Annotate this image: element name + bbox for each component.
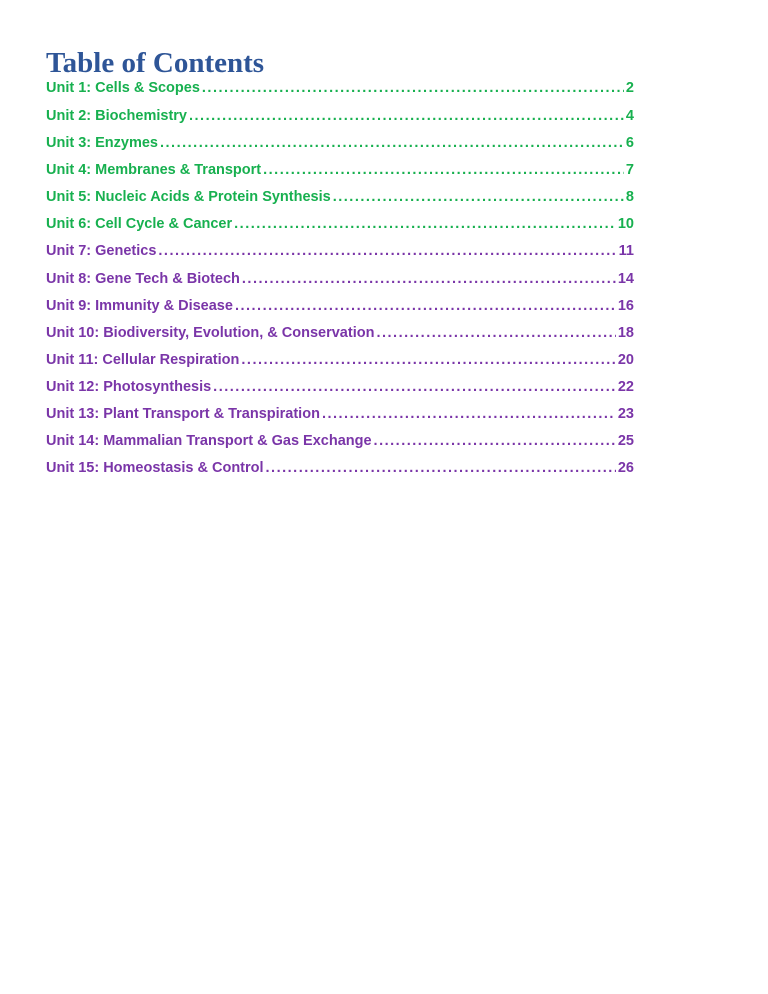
toc-entry-page[interactable]: 18 <box>617 324 634 341</box>
toc-entry-page[interactable]: 26 <box>617 460 634 477</box>
toc-entry[interactable] <box>46 433 634 460</box>
toc-entry[interactable] <box>46 162 634 189</box>
dot-leader <box>202 80 624 96</box>
toc-entry[interactable] <box>46 352 634 379</box>
toc-entry-label[interactable]: Unit 5: Nucleic Acids & Protein Synthesis <box>46 189 331 206</box>
toc-entry[interactable] <box>46 108 634 135</box>
toc-entry-label[interactable]: Unit 4: Membranes & Transport <box>46 162 262 179</box>
dot-leader <box>333 189 624 205</box>
toc-entry[interactable] <box>46 325 634 352</box>
toc-entry-label[interactable]: Unit 12: Photosynthesis <box>46 378 212 395</box>
toc-entry[interactable] <box>46 189 634 216</box>
dot-leader <box>263 162 624 178</box>
dot-leader <box>322 406 616 422</box>
toc-entry-page[interactable]: 4 <box>625 108 634 124</box>
dot-leader <box>160 135 624 151</box>
toc-entry-label[interactable]: Unit 9: Immunity & Disease <box>46 297 233 314</box>
toc-entry-label[interactable]: Unit 11: Cellular Respiration <box>46 351 240 368</box>
toc-entry-label[interactable]: Unit 1: Cells & Scopes <box>46 80 200 96</box>
toc-entry[interactable] <box>46 298 634 325</box>
dot-leader <box>189 108 624 124</box>
dot-leader <box>158 243 616 259</box>
toc-entry-page[interactable]: 11 <box>618 243 634 260</box>
toc-entry[interactable] <box>46 135 634 162</box>
toc-entry-label[interactable]: Unit 3: Enzymes <box>46 135 158 152</box>
toc-entry-page[interactable]: 23 <box>617 406 634 423</box>
toc-entry[interactable] <box>46 406 634 433</box>
toc-entry-label[interactable]: Unit 7: Genetics <box>46 243 157 260</box>
toc-list <box>46 80 634 487</box>
toc-entry[interactable] <box>46 460 634 487</box>
toc-entry-label[interactable]: Unit 13: Plant Transport & Transpiration <box>46 406 320 423</box>
dot-leader <box>241 352 615 368</box>
toc-entry-page[interactable]: 14 <box>617 270 634 287</box>
dot-leader <box>242 271 616 287</box>
table-of-contents <box>46 46 634 487</box>
toc-entry-label[interactable]: Unit 14: Mammalian Transport & Gas Exchange <box>46 433 372 450</box>
toc-entry-page[interactable]: 2 <box>625 80 634 96</box>
toc-entry-page[interactable]: 7 <box>625 162 634 179</box>
toc-entry-page[interactable]: 20 <box>617 351 634 368</box>
toc-entry-label[interactable]: Unit 2: Biochemistry <box>46 108 187 124</box>
toc-entry[interactable] <box>46 216 634 243</box>
toc-entry-label[interactable]: Unit 8: Gene Tech & Biotech <box>46 270 240 287</box>
toc-entry-page[interactable]: 25 <box>617 433 634 450</box>
toc-title: Table of Contents <box>46 47 265 79</box>
toc-entry-page[interactable]: 8 <box>625 189 634 206</box>
toc-entry[interactable] <box>46 80 634 108</box>
dot-leader <box>266 460 616 476</box>
dot-leader <box>213 379 616 395</box>
toc-entry-label[interactable]: Unit 15: Homeostasis & Control <box>46 460 264 477</box>
dot-leader <box>376 325 615 341</box>
toc-entry-page[interactable]: 22 <box>617 378 634 395</box>
toc-entry-page[interactable]: 16 <box>617 297 634 314</box>
toc-entry-page[interactable]: 6 <box>625 135 634 152</box>
dot-leader <box>235 298 616 314</box>
dot-leader <box>374 433 616 449</box>
toc-entry-label[interactable]: Unit 10: Biodiversity, Evolution, & Conservation <box>46 324 375 341</box>
toc-entry-label[interactable]: Unit 6: Cell Cycle & Cancer <box>46 216 233 233</box>
toc-entry-page[interactable]: 10 <box>617 216 634 233</box>
toc-entry[interactable] <box>46 243 634 270</box>
toc-entry[interactable] <box>46 271 634 298</box>
toc-entry[interactable] <box>46 379 634 406</box>
dot-leader <box>234 216 616 232</box>
